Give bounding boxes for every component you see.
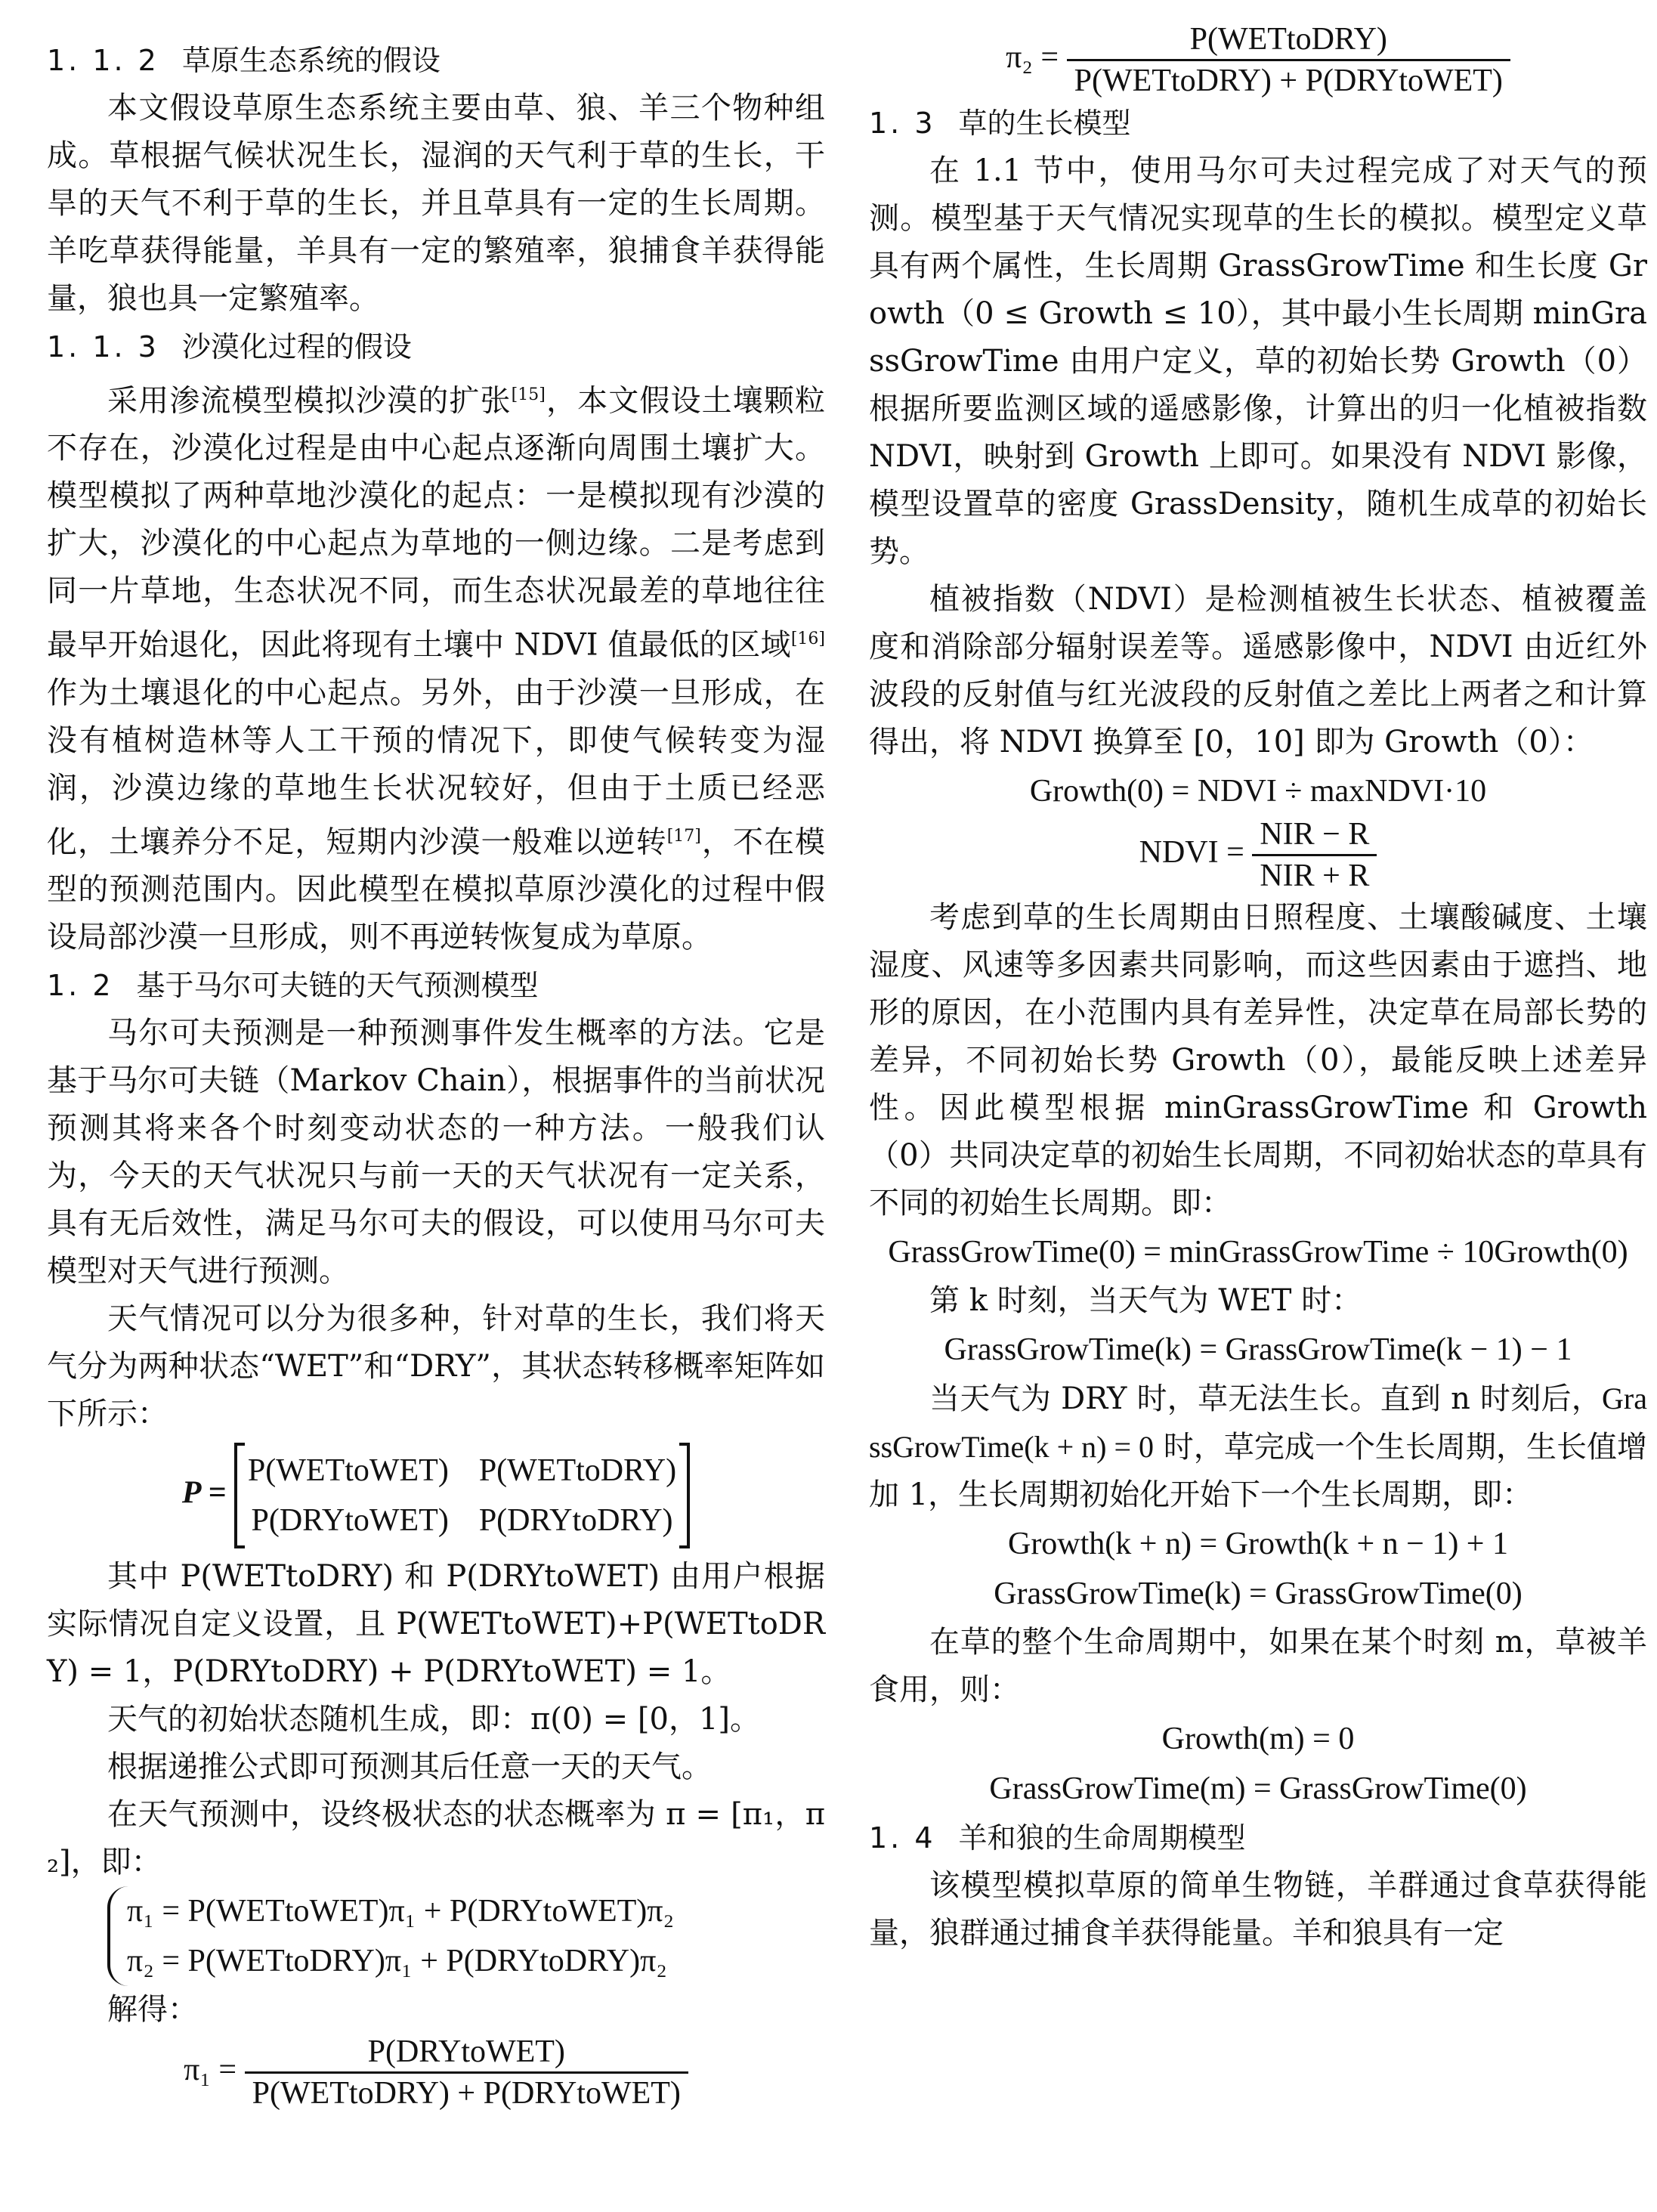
paragraph-solution: 解得： bbox=[107, 1991, 198, 2027]
paragraph-markov-intro: 马尔可夫预测是一种预测事件发生概率的方法。它是基于马尔可夫链（Markov Chain），根据事件的当前状况预测其将来各个时刻变动状态的一种方法。一般我们认为，今天的天气状况只与前一天的天气状况有一定关系，具有无后效性，满足马尔可夫的假设，可以使用马尔可夫模型对天气进行预测。 bbox=[47, 1015, 825, 1289]
grassgrowtime-reset-equation: GrassGrowTime(k) = GrassGrowTime(0) bbox=[994, 1576, 1523, 1611]
growth0-equation: Growth(0) = NDVI ÷ maxNDVI·10 bbox=[1029, 774, 1487, 809]
ndvi-equation: NDVI = $\frac{\text{NIR − R}}{\text{NIR + R}}$ bbox=[869, 816, 1647, 894]
paragraph-matrix-constraints: 其中 P(WETtoDRY) 和 P(DRYtoWET) 由用户根据实际情况自定义设置，且 P(WETtoWET)+P(WETtoDRY) = 1，P(DRYtoDRY) + P(DRYtoWET) = 1。 bbox=[47, 1558, 825, 1689]
section-heading-1-1-2: 1. 1. 2 草原生态系统的假设 bbox=[47, 44, 441, 77]
growth-m-equation: Growth(m) = 0 bbox=[1161, 1722, 1355, 1756]
citation-15: [15] bbox=[511, 385, 546, 404]
section-heading-1-1-3: 1. 1. 3 沙漠化过程的假设 bbox=[47, 330, 412, 364]
paragraph-grass-model: 在 1.1 节中，使用马尔可夫过程完成了对天气的预测。模型基于天气情况实现草的生长的模拟。模型定义草具有两个属性，生长周期 GrassGrowTime 和生长度 Growth（0 ≤ Growth ≤ 10），其中最小生长周期 minGrassGrowTime 由用户定义，草的初始长势 Growth（0）根据所要监测区域的遥感影像，计算出的归一化植被指数 NDVI，映射到 Growth 上即可。如果没有 NDVI 影像，模型设置草的密度 GrassDensity，随机生成草的初始长势。 bbox=[869, 153, 1647, 569]
paragraph-grass-eaten: 在草的整个生命周期中，如果在某个时刻 m，草被羊食用，则： bbox=[869, 1625, 1647, 1707]
left-column bbox=[47, 36, 825, 2111]
transition-matrix-equation: P = P(WETtoWET) P(WETtoDRY) P(DRYtoWET) P(DRYtoDRY) bbox=[47, 1443, 825, 1548]
pi2-equation: π₂ = $\frac{\text{P(WETtoDRY)}}{\text{P(WETtoDRY) + P(DRYtoWET)}}$ bbox=[869, 21, 1647, 99]
citation-17: [17] bbox=[666, 826, 701, 846]
pi1-equation: π₁ = $\frac{\text{P(DRYtoWET)}}{\text{P(WETtoDRY) + P(DRYtoWET)}}$ bbox=[47, 2034, 825, 2111]
paragraph-ndvi: 植被指数（NDVI）是检测植被生长状态、植被覆盖度和消除部分辐射误差等。遥感影像中，NDVI 由近红外波段的反射值与红光波段的反射值之差比上两者之和计算得出，将 NDVI 换算至 [0，10] 即为 Growth（0）： bbox=[869, 582, 1647, 760]
paragraph-wet-weather: 第 k 时刻，当天气为 WET 时： bbox=[929, 1283, 1362, 1318]
paragraph-recursion: 根据递推公式即可预测其后任意一天的天气。 bbox=[107, 1749, 712, 1784]
grassgrowtime-m-equation: GrassGrowTime(m) = GrassGrowTime(0) bbox=[989, 1771, 1527, 1806]
paragraph-weather-states: 天气情况可以分为很多种，针对草的生长，我们将天气分为两种状态“WET”和“DRY”，其状态转移概率矩阵如下所示： bbox=[47, 1301, 825, 1431]
grassgrowtime-k-equation: GrassGrowTime(k) = GrassGrowTime(k − 1) − 1 bbox=[944, 1332, 1572, 1367]
paragraph-dry-weather: 当天气为 DRY 时，草无法生长。直到 n 时刻后，GrassGrowTime(k + n) = 0 时，草完成一个生长周期，生长值增加 1，生长周期初始化开始下一个生长周期，即： bbox=[869, 1381, 1648, 1512]
paragraph-steady-state: 在天气预测中，设终极状态的状态概率为 π = [π₁，π₂]，即： bbox=[47, 1796, 825, 1879]
section-heading-1-3: 1. 3 草的生长模型 bbox=[869, 107, 1131, 140]
steady-state-system: π₁ = P(WETtoWET)π₁ + P(DRYtoWET)π₂ π₂ = P(WETtoDRY)π₁ + P(DRYtoDRY)π₂ bbox=[47, 1886, 825, 1986]
paragraph-initial-state: 天气的初始状态随机生成，即：π(0) = [0，1]。 bbox=[107, 1701, 761, 1737]
paragraph-desertification-assumption: 采用渗流模型模拟沙漠的扩张[15]，本文假设土壤颗粒不存在，沙漠化过程是由中心起点逐渐向周围土壤扩大。模型模拟了两种草地沙漠化的起点：一是模拟现有沙漠的扩大，沙漠化的中心起点为草地的一侧边缘。二是考虑到同一片草地，生态状况不同，而生态状况最差的草地往往最早开始退化，因此将现有土壤中 NDVI 值最低的区域[16]作为土壤退化的中心起点。另外，由于沙漠一旦形成，在没有植树造林等人工干预的情况下，即使气候转变为湿润，沙漠边缘的草地生长状况较好，但由于土质已经恶化，土壤养分不足，短期内沙漠一般难以逆转[17]，不在模型的预测范围内。因此模型在模拟草原沙漠化的过程中假设局部沙漠一旦形成，则不再逆转恢复成为草原。 bbox=[47, 383, 826, 954]
citation-16: [16] bbox=[790, 630, 825, 649]
transition-matrix: P(WETtoWET) P(WETtoDRY) P(DRYtoWET) P(DRYtoDRY) bbox=[234, 1443, 690, 1548]
paragraph-lifecycle-model: 该模型模拟草原的简单生物链，羊群通过食草获得能量，狼群通过捕食羊获得能量。羊和狼具有一定 bbox=[869, 1868, 1647, 1951]
section-heading-1-2: 1. 2 基于马尔可夫链的天气预测模型 bbox=[47, 968, 539, 1002]
paragraph-grassland-assumption: 本文假设草原生态系统主要由草、狼、羊三个物种组成。草根据气候状况生长，湿润的天气利于草的生长，干旱的天气不利于草的生长，并且草具有一定的生长周期。羊吃草获得能量，羊具有一定的繁殖率，狼捕食羊获得能量，狼也具一定繁殖率。 bbox=[47, 91, 825, 316]
growth-kn-equation: Growth(k + n) = Growth(k + n − 1) + 1 bbox=[1007, 1527, 1508, 1561]
section-heading-1-4: 1. 4 羊和狼的生命周期模型 bbox=[869, 1821, 1246, 1855]
paragraph-growth-factors: 考虑到草的生长周期由日照程度、土壤酸碱度、土壤湿度、风速等多因素共同影响，而这些因素由于遮挡、地形的原因，在小范围内具有差异性，决定草在局部长势的差异，不同初始长势 Growth（0），最能反映上述差异性。因此模型根据 minGrassGrowTime 和 Growth（0）共同决定草的初始生长周期，不同初始状态的草具有不同的初始生长周期。即： bbox=[869, 900, 1647, 1220]
grassgrowtime0-equation: GrassGrowTime(0) = minGrassGrowTime ÷ 10Growth(0) bbox=[888, 1235, 1628, 1270]
right-column bbox=[869, 22, 1648, 1957]
